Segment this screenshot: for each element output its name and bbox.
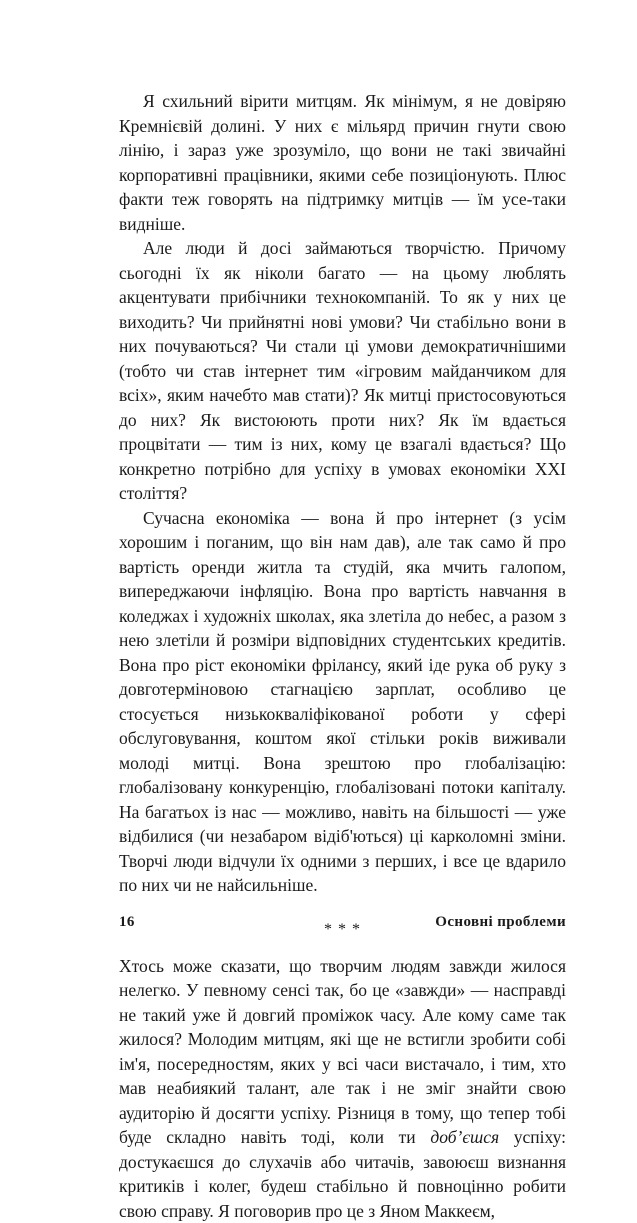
section-paragraph-emphasis: добʼєшся bbox=[430, 1127, 499, 1147]
page-footer bbox=[119, 914, 566, 931]
section-paragraph-text-2: успіху: достукаєшся до слухачів або читачів, завоюєш визнання критиків і колег, будеш стабільно й повноцінно робити свою справу. Я поговорив про це з Яном Маккеєм, bbox=[119, 1127, 566, 1221]
running-title: Основні проблеми bbox=[435, 914, 566, 931]
body-paragraph-2: Але люди й досі займаються творчістю. Причому сьогодні їх як ніколи багато — на цьому люблять акцентувати прибічники технокомпаній. То як у них це виходить? Чи прийнятні нові умови? Чи стабільно вони в них почуваються? Чи стали ці умови демократичнішими (тобто чи став інтернет тим «ігровим майданчиком для всіх», яким начебто мав стати)? Як митці пристосовуються до них? Як вистоюють проти них? Як їм вдається процвітати — тим із них, кому це взагалі вдається? Що конкретно потрібно для успіху в умовах економіки ХХІ століття? bbox=[119, 236, 566, 506]
body-paragraph-3: Сучасна економіка — вона й про інтернет (з усім хорошим і поганим, що він нам дав), але так само й про вартість оренди житла та студій, яка мчить галопом, випереджаючи інфляцію. Вона про вартість навчання в коледжах і художніх школах, яка злетіла до небес, а разом з нею злетіли й розміри відповідних студентських кредитів. Вона про ріст економіки фрілансу, який іде рука об руку з довготерміновою стагнацією зарплат, особливо це стосується низькокваліфікованої роботи у сфері обслуговування, коштом якої стільки років виживали молоді митці. Вона зрештою про глобалізацію: глобалізовану конкуренцію, глобалізовані потоки капіталу. На багатьох із нас — можливо, навіть на більшості — уже відбилися (чи незабаром відіб'ються) ці карколомні зміни. Творчі люди відчули їх одними з перших, і все це вдарило по них чи не найсильніше. bbox=[119, 506, 566, 898]
body-paragraph-1: Я схильний вірити митцям. Як мінімум, я не довіряю Кремнієвій долині. У них є мільярд причин гнути свою лінію, і зараз уже зрозуміло, що вони не такі звичайні корпоративні працівники, якими себе позиціонують. Плюс факти теж говорять на підтримку митців — їм усе-таки видніше. bbox=[119, 89, 566, 236]
section-paragraph bbox=[119, 954, 566, 1223]
page-body bbox=[119, 89, 566, 1223]
section-paragraph-text-1: Хтось може сказати, що творчим людям завжди жилося нелегко. У певному сенсі так, бо це «завжди» — насправді не такий уже й довгий проміжок часу. Але кому саме так жилося? Молодим митцям, які ще не встигли зробити собі ім'я, посередностям, яких у всі часи вистачало, і тим, хто мав неабиякий талант, але так і не зміг знайти свою аудиторію й досягти успіху. Різниця в тому, що тепер тобі буде складно навіть тоді, коли ти bbox=[119, 956, 566, 1148]
page-number: 16 bbox=[119, 914, 135, 931]
section-separator: * * * bbox=[119, 918, 566, 942]
